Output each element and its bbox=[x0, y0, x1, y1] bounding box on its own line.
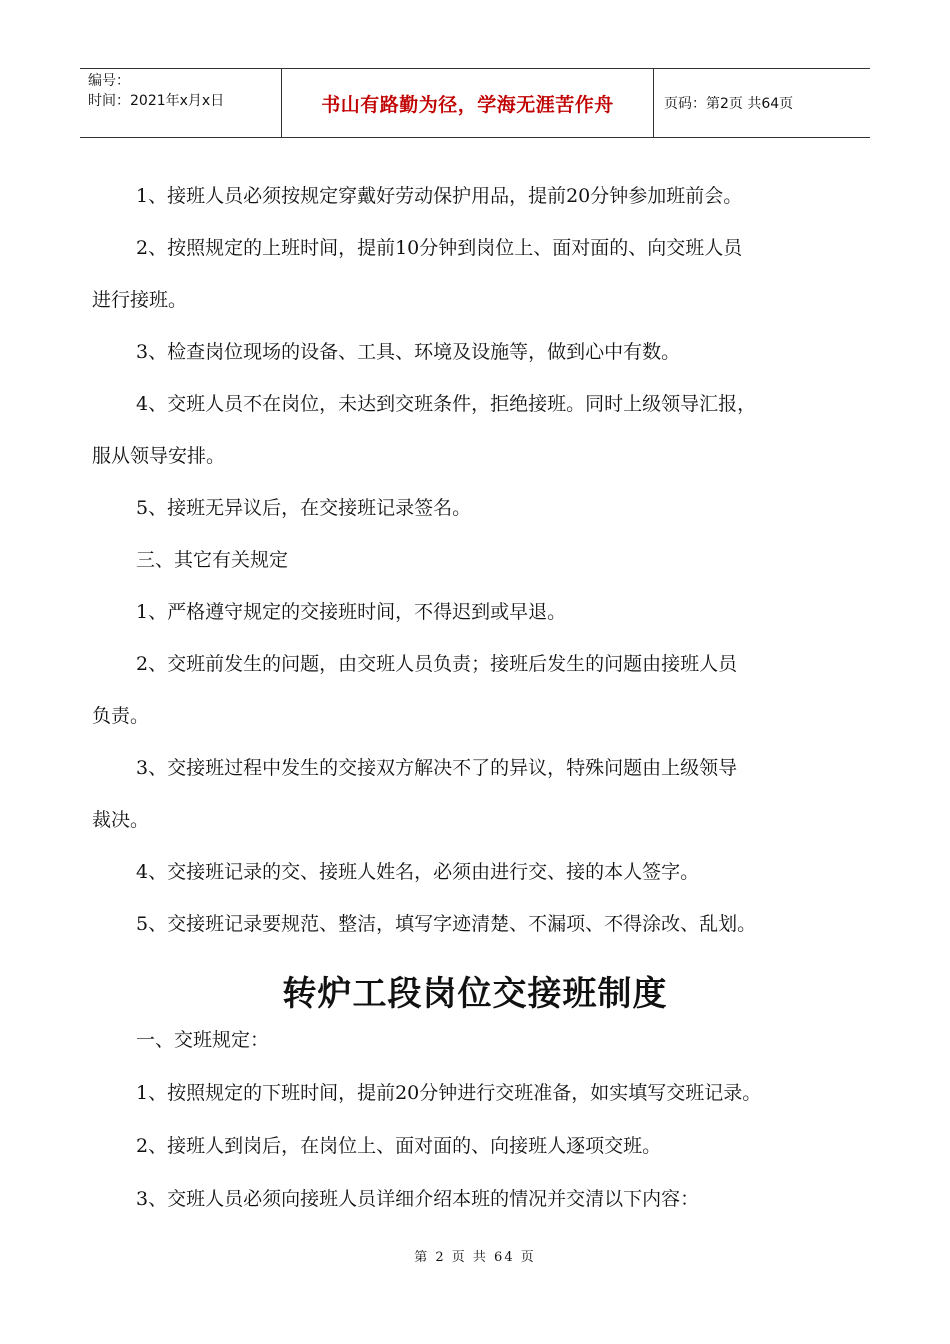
paragraph: 5、接班无异议后，在交接班记录签名。 bbox=[136, 497, 472, 519]
paragraph: 2、接班人到岗后，在岗位上、面对面的、向接班人逐项交班。 bbox=[136, 1135, 662, 1157]
paragraph: 1、接班人员必须按规定穿戴好劳动保护用品，提前20分钟参加班前会。 bbox=[136, 185, 743, 207]
paragraph: 3、检查岗位现场的设备、工具、环境及设施等，做到心中有数。 bbox=[136, 341, 681, 363]
paragraph-continuation: 负责。 bbox=[92, 705, 150, 727]
paragraph: 1、严格遵守规定的交接班时间，不得迟到或早退。 bbox=[136, 601, 567, 623]
page-header bbox=[80, 68, 870, 138]
section-title: 转炉工段岗位交接班制度 bbox=[282, 974, 668, 1014]
document-number-label: 编号： bbox=[88, 73, 130, 89]
paragraph: 1、按照规定的下班时间，提前20分钟进行交班准备，如实填写交班记录。 bbox=[136, 1082, 762, 1104]
subsection-heading: 三、其它有关规定 bbox=[136, 549, 289, 571]
paragraph: 3、交班人员必须向接班人员详细介绍本班的情况并交清以下内容： bbox=[136, 1188, 700, 1210]
paragraph-continuation: 服从领导安排。 bbox=[92, 445, 226, 467]
paragraph-continuation: 裁决。 bbox=[92, 809, 150, 831]
paragraph: 4、交接班记录的交、接班人姓名，必须由进行交、接的本人签字。 bbox=[136, 861, 700, 883]
paragraph: 5、交接班记录要规范、整洁，填写字迹清楚、不漏项、不得涂改、乱划。 bbox=[136, 913, 757, 935]
subsection-heading: 一、交班规定： bbox=[136, 1029, 270, 1051]
section-2-body bbox=[92, 1014, 882, 1226]
document-date: 时间：2021年x月x日 bbox=[88, 93, 225, 109]
paragraph: 4、交班人员不在岗位，未达到交班条件，拒绝接班。同时上级领导汇报， bbox=[136, 393, 757, 415]
header-motto: 书山有路勤为径，学海无涯苦作舟 bbox=[282, 69, 654, 137]
page-footer: 第 2 页 共 64 页 bbox=[414, 1250, 536, 1265]
section-1-body bbox=[92, 170, 882, 950]
paragraph: 2、按照规定的上班时间，提前10分钟到岗位上、面对面的、向交班人员 bbox=[136, 237, 743, 259]
paragraph: 3、交接班过程中发生的交接双方解决不了的异议，特殊问题由上级领导 bbox=[136, 757, 738, 779]
paragraph: 2、交班前发生的问题，由交班人员负责；接班后发生的问题由接班人员 bbox=[136, 653, 738, 675]
header-page-info: 页码：第2页 共64页 bbox=[664, 96, 794, 112]
paragraph-continuation: 进行接班。 bbox=[92, 289, 188, 311]
header-meta bbox=[80, 69, 282, 137]
